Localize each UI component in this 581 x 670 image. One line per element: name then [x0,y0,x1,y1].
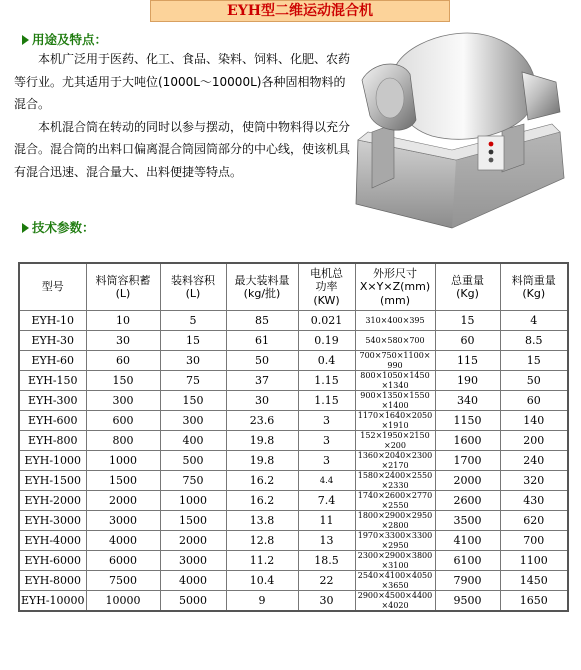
header-drum-weight: 料筒重量 (Kg) [500,263,568,311]
header-motor-power: 电机总 功率 (KW) [298,263,355,311]
cell-model: EYH-1000 [19,451,86,471]
mixer-machine-image [352,28,574,230]
cell-motor-power: 4.4 [298,471,355,491]
cell-dimensions: 2900×4500×4400 ×4020 [355,591,435,612]
header-total-weight: 总重量 (Kg) [435,263,500,311]
cell-dimensions: 900×1350×1550 ×1400 [355,391,435,411]
cell-total-weight: 1150 [435,411,500,431]
cell-total-weight: 60 [435,331,500,351]
cell-drum-volume: 1000 [86,451,160,471]
description-paragraph-2: 本机混合筒在转动的同时以参与摆动，使筒中物料得以充分混合。混合筒的出料口偏离混合筒园筒部分的中心线，使该机具有混合迅速、混合量大、出料便捷等特点。 [14,119,351,179]
cell-model: EYH-150 [19,371,86,391]
cell-drum-volume: 150 [86,371,160,391]
cell-drum-weight: 620 [500,511,568,531]
cell-load-volume: 1500 [160,511,226,531]
cell-total-weight: 1700 [435,451,500,471]
cell-drum-volume: 3000 [86,511,160,531]
cell-load-volume: 15 [160,331,226,351]
table-row [19,411,568,431]
cell-dimensions: 1580×2400×2550 ×2330 [355,471,435,491]
cell-load-volume: 300 [160,411,226,431]
cell-model: EYH-60 [19,351,86,371]
description-paragraph-1: 本机广泛用于医药、化工、食品、染料、饲料、化肥、农药等行业。尤其适用于大吨位(1000L～10000L)各种固相物料的混合。 [14,52,351,111]
cell-model: EYH-600 [19,411,86,431]
cell-max-load: 10.4 [226,571,298,591]
cell-dimensions: 700×750×1100× 990 [355,351,435,371]
cell-load-volume: 75 [160,371,226,391]
cell-total-weight: 6100 [435,551,500,571]
table-row [19,431,568,451]
cell-drum-weight: 1450 [500,571,568,591]
cell-motor-power: 3 [298,451,355,471]
cell-drum-weight: 320 [500,471,568,491]
cell-motor-power: 0.021 [298,311,355,331]
cell-dimensions: 2300×2900×3800 ×3100 [355,551,435,571]
cell-max-load: 9 [226,591,298,612]
cell-dimensions: 2540×4100×4050 ×3650 [355,571,435,591]
cell-motor-power: 1.15 [298,371,355,391]
spec-table [18,262,569,612]
table-row [19,571,568,591]
table-row [19,491,568,511]
cell-drum-volume: 1500 [86,471,160,491]
table-row [19,531,568,551]
cell-drum-weight: 200 [500,431,568,451]
cell-dimensions: 310×400×395 [355,311,435,331]
cell-max-load: 23.6 [226,411,298,431]
cell-drum-volume: 800 [86,431,160,451]
cell-motor-power: 18.5 [298,551,355,571]
triangle-bullet-icon [22,223,29,233]
cell-load-volume: 5000 [160,591,226,612]
cell-drum-weight: 8.5 [500,331,568,351]
spec-heading [22,218,95,236]
usage-heading [22,30,107,48]
cell-motor-power: 11 [298,511,355,531]
cell-max-load: 19.8 [226,451,298,471]
cell-model: EYH-4000 [19,531,86,551]
cell-drum-weight: 1650 [500,591,568,612]
cell-drum-weight: 700 [500,531,568,551]
cell-total-weight: 9500 [435,591,500,612]
cell-drum-volume: 10000 [86,591,160,612]
table-row [19,351,568,371]
table-row [19,311,568,331]
cell-model: EYH-30 [19,331,86,351]
cell-max-load: 16.2 [226,471,298,491]
cell-drum-volume: 4000 [86,531,160,551]
cell-max-load: 13.8 [226,511,298,531]
header-dimensions: 外形尺寸 X×Y×Z(mm) (mm) [355,263,435,311]
cell-drum-volume: 7500 [86,571,160,591]
cell-drum-weight: 240 [500,451,568,471]
cell-max-load: 37 [226,371,298,391]
cell-motor-power: 0.19 [298,331,355,351]
table-row [19,551,568,571]
cell-total-weight: 7900 [435,571,500,591]
table-row [19,331,568,351]
cell-load-volume: 150 [160,391,226,411]
cell-motor-power: 3 [298,431,355,451]
cell-drum-weight: 60 [500,391,568,411]
cell-max-load: 16.2 [226,491,298,511]
cell-motor-power: 3 [298,411,355,431]
cell-model: EYH-6000 [19,551,86,571]
cell-total-weight: 115 [435,351,500,371]
cell-dimensions: 1970×3300×3300 ×2950 [355,531,435,551]
cell-dimensions: 1360×2040×2300 ×2170 [355,451,435,471]
cell-total-weight: 3500 [435,511,500,531]
cell-load-volume: 1000 [160,491,226,511]
cell-model: EYH-1500 [19,471,86,491]
cell-drum-volume: 6000 [86,551,160,571]
cell-motor-power: 30 [298,591,355,612]
header-max-load: 最大装料量 (kg/批) [226,263,298,311]
cell-drum-weight: 15 [500,351,568,371]
cell-dimensions: 1170×1640×2050 ×1910 [355,411,435,431]
cell-max-load: 61 [226,331,298,351]
page-title: EYH型二维运动混合机 [150,0,450,22]
table-row [19,391,568,411]
cell-motor-power: 1.15 [298,391,355,411]
cell-drum-volume: 30 [86,331,160,351]
cell-drum-volume: 300 [86,391,160,411]
table-row [19,511,568,531]
cell-drum-weight: 50 [500,371,568,391]
cell-drum-weight: 140 [500,411,568,431]
cell-model: EYH-10000 [19,591,86,612]
cell-dimensions: 152×1950×2150 ×200 [355,431,435,451]
cell-total-weight: 4100 [435,531,500,551]
table-row [19,471,568,491]
header-model: 型号 [19,263,86,311]
table-row [19,591,568,612]
cell-max-load: 11.2 [226,551,298,571]
cell-load-volume: 5 [160,311,226,331]
cell-motor-power: 22 [298,571,355,591]
cell-max-load: 12.8 [226,531,298,551]
cell-load-volume: 750 [160,471,226,491]
cell-model: EYH-800 [19,431,86,451]
table-row [19,451,568,471]
cell-load-volume: 400 [160,431,226,451]
cell-load-volume: 30 [160,351,226,371]
cell-dimensions: 540×580×700 [355,331,435,351]
cell-model: EYH-2000 [19,491,86,511]
cell-drum-volume: 10 [86,311,160,331]
cell-load-volume: 3000 [160,551,226,571]
cell-drum-weight: 4 [500,311,568,331]
cell-total-weight: 15 [435,311,500,331]
cell-load-volume: 500 [160,451,226,471]
usage-heading-text: 用途及特点： [32,32,108,47]
cell-drum-volume: 2000 [86,491,160,511]
header-drum-volume: 料筒容积蓄 (L) [86,263,160,311]
cell-max-load: 50 [226,351,298,371]
cell-dimensions: 1800×2900×2950 ×2800 [355,511,435,531]
cell-drum-weight: 1100 [500,551,568,571]
description [14,48,354,183]
cell-model: EYH-300 [19,391,86,411]
cell-total-weight: 190 [435,371,500,391]
cell-max-load: 85 [226,311,298,331]
cell-model: EYH-3000 [19,511,86,531]
cell-load-volume: 2000 [160,531,226,551]
header-load-volume: 装料容积 (L) [160,263,226,311]
cell-total-weight: 2000 [435,471,500,491]
cell-dimensions: 800×1050×1450 ×1340 [355,371,435,391]
cell-motor-power: 7.4 [298,491,355,511]
cell-max-load: 19.8 [226,431,298,451]
spec-heading-text: 技术参数： [32,220,95,235]
cell-dimensions: 1740×2600×2770 ×2550 [355,491,435,511]
cell-drum-volume: 60 [86,351,160,371]
table-row [19,371,568,391]
cell-drum-volume: 600 [86,411,160,431]
cell-model: EYH-8000 [19,571,86,591]
cell-motor-power: 0.4 [298,351,355,371]
cell-total-weight: 1600 [435,431,500,451]
cell-model: EYH-10 [19,311,86,331]
cell-max-load: 30 [226,391,298,411]
cell-total-weight: 340 [435,391,500,411]
cell-motor-power: 13 [298,531,355,551]
cell-drum-weight: 430 [500,491,568,511]
table-header-row [19,263,568,311]
cell-load-volume: 4000 [160,571,226,591]
cell-total-weight: 2600 [435,491,500,511]
triangle-bullet-icon [22,35,29,45]
